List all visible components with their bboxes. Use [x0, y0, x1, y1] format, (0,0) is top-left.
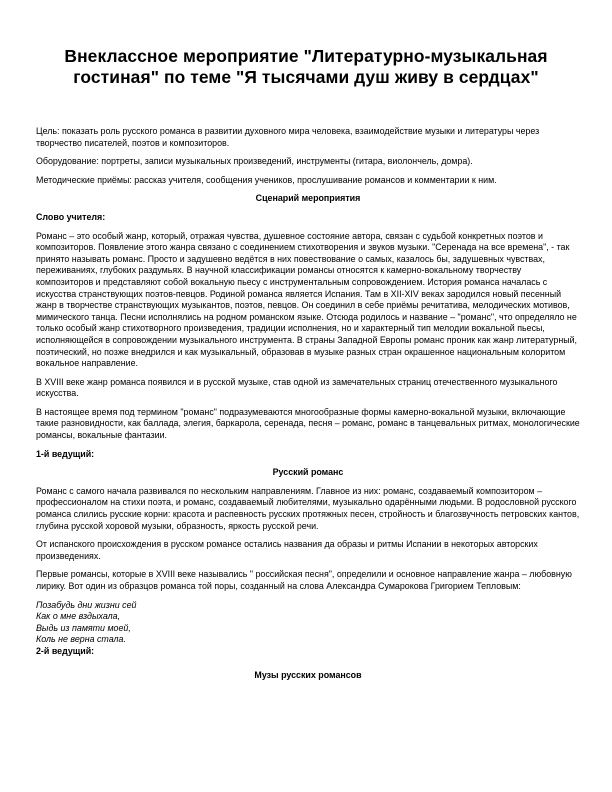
poem-excerpt — [36, 600, 580, 646]
paragraph-romance-intro: Романс – это особый жанр, который, отражая чувства, душевное состояние автора, связан с судьбой конкретных поэтов и композиторов. Появление этого жанра связано с соединением стихотворения и звуков музыки. "Серенада на все времена", - так принято называть романс. Просто и задушевно ведётся в них повествование о самых, казалось бы, задушевных чувствах, переживаниях, глубоких раздумьях. В научной классификации романсы относятся к камерно-вокальному творчеству композиторов и представляют собой вокальную пьесу с инструментальным сопровождением. История романса началась с искусства странствующих поэтов-певцов. Родиной романса является Испания. Там в XII-XIV веках зародился новый песенный жанр в творчестве странствующих музыкантов, поэтов, певцов. Он соединил в себе приёмы речитатива, мелодических мотивов, мимического танца. Песни исполнялись на родном романском языке. Отсюда родилось и название – "романс", что определяло не только особый жанр стихотворного произведения, традиции исполнения, но и характерный тип мелодии вокальной пьесы, исполняющейся в сопровождении музыкального инструмента. В страны Западной Европы романс проник как жанр литературный, поэтический, но позже внедрился и как музыкальный, образовав в музыке разных стран окрашенное национальным колоритом вокальное направление. — [36, 230, 578, 369]
paragraph-romance-forms: В настоящее время под термином "романс" подразумеваются многообразные формы камерно-вокальной музыки, включающие такие разновидности, как баллада, элегия, баркарола, серенада, песня – романс, романс в танцевальных ритмах, монологические романсы, вокальные фантазии. — [36, 406, 580, 441]
page-title: Внеклассное мероприятие "Литературно-музыкальная гостиная" по теме "Я тысячами душ живу в сердцах" — [64, 46, 548, 87]
goal-paragraph: Цель: показать роль русского романса в развитии духовного мира человека, взаимодействие музыки и литературы через творчество писателей, поэтов и композиторов. — [36, 126, 540, 148]
equipment-paragraph: Оборудование: портреты, записи музыкальных произведений, инструменты (гитара, виолончель, домра). — [36, 156, 473, 167]
russian-romance-heading: Русский романс — [272, 467, 344, 478]
poem-line: Коль не верна стала. — [36, 634, 126, 645]
scenario-heading: Сценарий мероприятия — [255, 193, 361, 204]
paragraph-directions: Романс с самого начала развивался по нескольким направлениям. Главное из них: романс, создаваемый композитором – профессионалом на стихи поэта, и романс, создаваемый любителями, музыкально одарёнными людьми. В родословной русского романса слились русские корни: красота и распевность русских протяжных песен, стройность и благозвучность петровских кантов, глубина русской хоровой музыки, образность, яркость русской речи. — [36, 485, 580, 531]
muses-heading: Музы русских романсов — [254, 669, 362, 680]
poem-line: Выдь из памяти моей, — [36, 622, 131, 633]
host-2-heading: 2-й ведущий: — [36, 645, 95, 656]
paragraph-xviii-century: В XVIII веке жанр романса появился и в русской музыке, став одной из замечательных страниц отечественного музыкального искусства. — [36, 376, 558, 399]
host-1-heading: 1-й ведущий: — [36, 448, 95, 459]
poem-line: Как о мне вздыхала, — [36, 611, 121, 622]
teacher-heading: Слово учителя: — [36, 211, 106, 222]
paragraph-spanish-origin: От испанского происхождения в русском романсе остались названия да образы и ритмы Испании в некоторых авторских произведениях. — [36, 539, 538, 561]
document-body — [36, 126, 580, 688]
paragraph-first-romances: Первые романсы, которые в XVIII веке назывались " российская песня", определили и основное направление жанра – любовную лирику. Вот один из образцов романса той поры, созданный на слова Александра Сумарокова Григорием Тепловым: — [36, 569, 572, 591]
methods-paragraph: Методические приёмы: рассказ учителя, сообщения учеников, прослушивание романсов и комментарии к ним. — [36, 174, 497, 185]
poem-line: Позабудь дни жизни сей — [36, 599, 137, 610]
